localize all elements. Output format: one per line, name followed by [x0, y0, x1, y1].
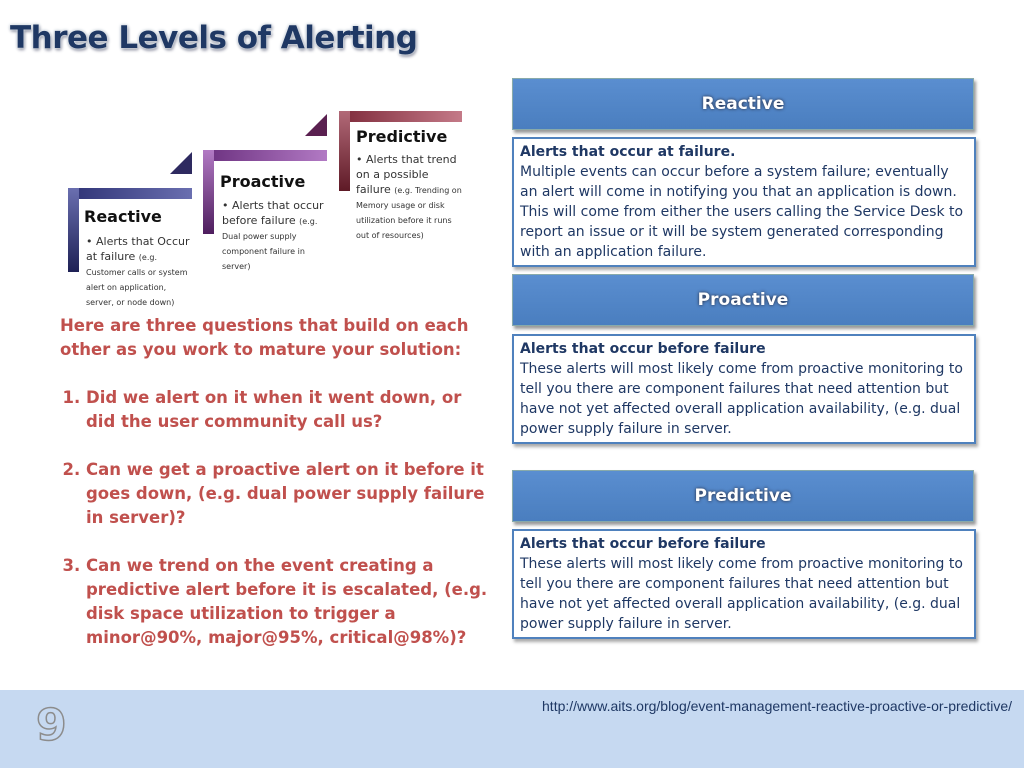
questions-list	[60, 386, 490, 650]
panel-body-predictive	[512, 529, 976, 639]
step-text: • Alerts that Occur at failure (e.g. Customer calls or system alert on application, server, or node down)	[86, 235, 190, 307]
step-heading: Predictive	[356, 127, 448, 146]
question-item: 2. Can we get a proactive alert on it before it goes down, (e.g. dual power supply failure in server)?	[86, 458, 490, 530]
panel-text: These alerts will most likely come from proactive monitoring to tell you there are component failures that need attention but have not yet affected overall application availability, (e.g. dual power supply failure in server.	[520, 556, 963, 632]
step-bar	[203, 150, 214, 234]
page-number: 9	[36, 700, 67, 751]
step-bar	[339, 111, 462, 122]
panel-body-proactive	[512, 334, 976, 444]
panel-text: These alerts will most likely come from proactive monitoring to tell you there are component failures that need attention but have not yet affected overall application availability, (e.g. dual power supply failure in server.	[520, 361, 963, 437]
step-text: • Alerts that trend on a possible failure (e.g. Trending on Memory usage or disk utilization before it runs out of resources)	[356, 153, 462, 240]
question-item: 3. Can we trend on the event creating a predictive alert before it is escalated, (e.g. disk space utilization to trigger a minor@90%, major@95%, critical@98%)?	[86, 554, 490, 650]
questions-block	[60, 314, 490, 674]
panel-header-predictive: Predictive	[512, 470, 974, 522]
panel-body-reactive	[512, 137, 976, 267]
step-bar	[68, 188, 192, 199]
source-link[interactable]: http://www.aits.org/blog/event-management-reactive-proactive-or-predictive/	[542, 698, 1012, 714]
step-text: • Alerts that occur before failure (e.g. Dual power supply component failure in server)	[222, 199, 324, 271]
panel-header-reactive: Reactive	[512, 78, 974, 130]
panel-text: Multiple events can occur before a system failure; eventually an alert will come in notifying you that an application is down. This will come from either the users calling the Service Desk to report an issue or it will be system generated corresponding with an application failure.	[520, 164, 964, 260]
alerting-levels-diagram	[60, 100, 480, 305]
panel-lead: Alerts that occur before failure	[520, 536, 766, 552]
questions-intro: Here are three questions that build on each other as you work to mature your solution:	[60, 316, 469, 359]
step-arrow	[305, 114, 327, 136]
panel-lead: Alerts that occur before failure	[520, 341, 766, 357]
step-heading: Reactive	[84, 207, 162, 226]
slide-title: Three Levels of Alerting	[10, 20, 418, 56]
step-bar	[68, 188, 79, 272]
step-bar	[339, 111, 350, 191]
question-item: 1. Did we alert on it when it went down, or did the user community call us?	[86, 386, 490, 434]
panel-header-proactive: Proactive	[512, 274, 974, 326]
step-arrow	[170, 152, 192, 174]
step-bar	[203, 150, 327, 161]
panel-lead: Alerts that occur at failure.	[520, 144, 736, 160]
step-heading: Proactive	[220, 172, 306, 191]
